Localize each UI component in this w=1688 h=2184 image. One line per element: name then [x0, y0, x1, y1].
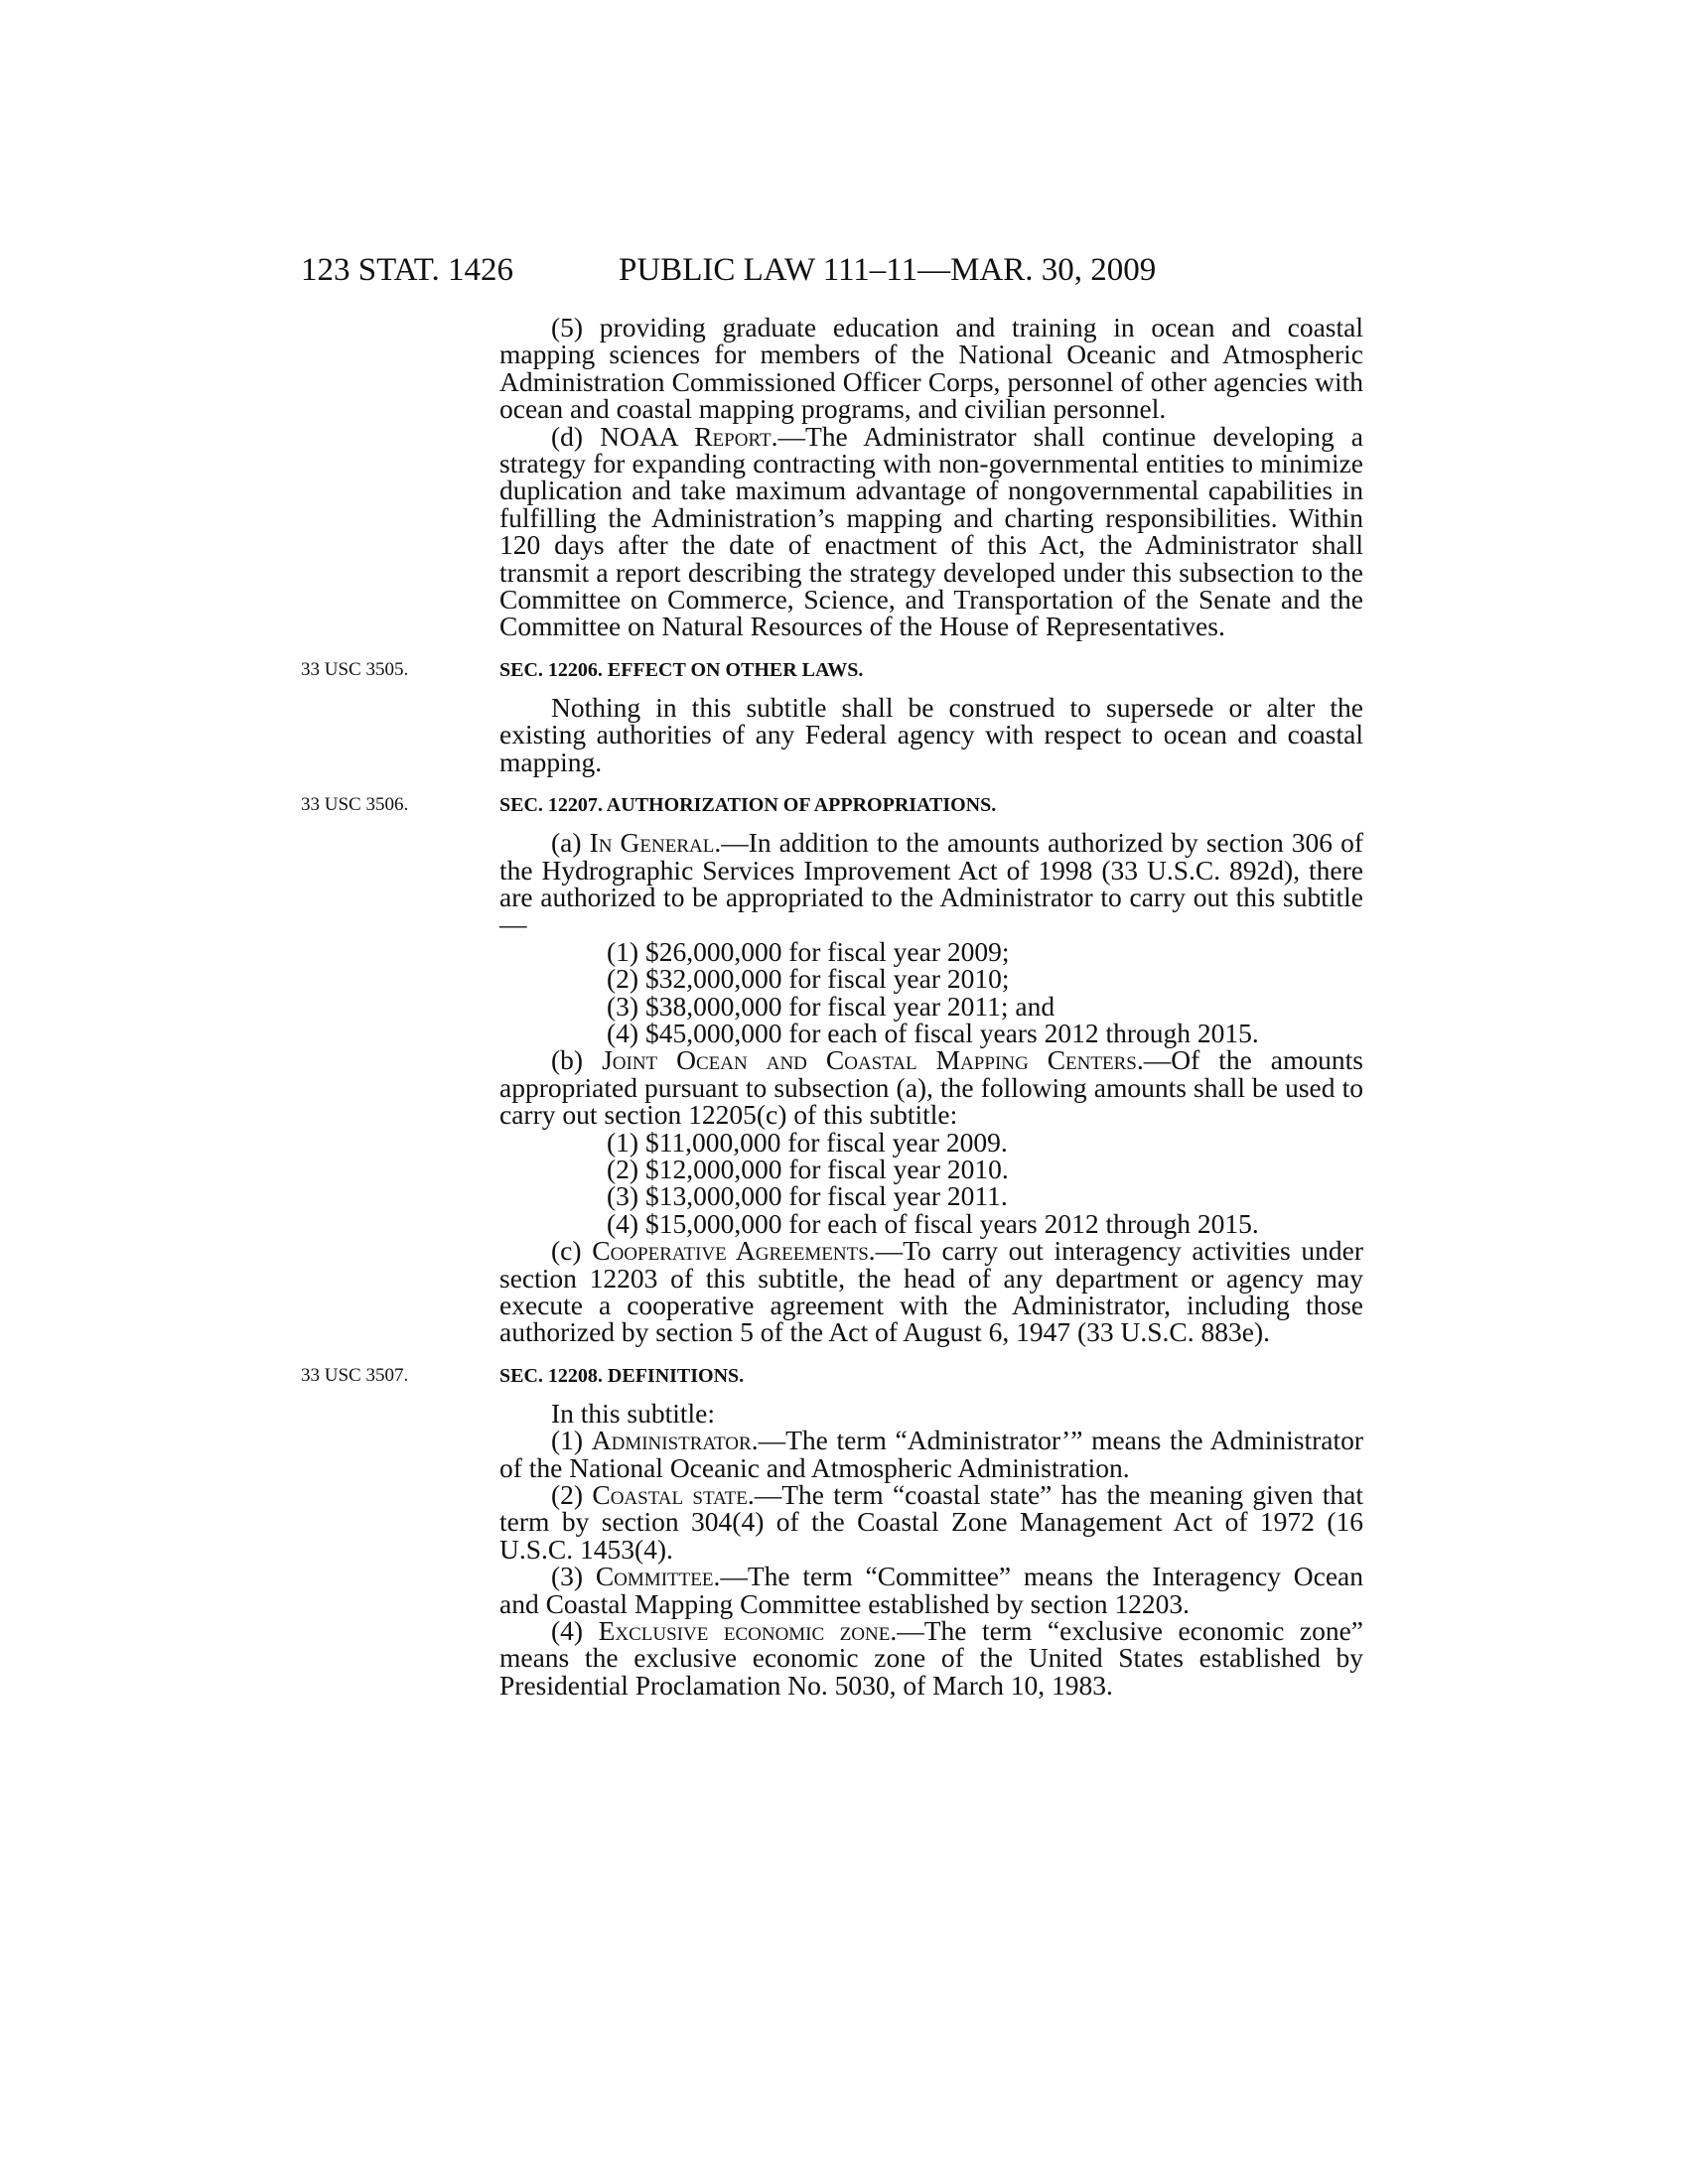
paragraph-item-5: (5) providing graduate education and training in ocean and coastal mapping sciences for members of the National Oceanic and Atmospheric Administration Commissioned Officer Corps, personnel of other agencies with ocean and coastal mapping programs, and civilian personnel. [499, 312, 1363, 425]
definition-term: Coastal state [592, 1479, 748, 1511]
stat-reference: 123 STAT. 1426 [301, 252, 514, 288]
subsection-b-heading: Joint Ocean and Coastal Mapping Centers [602, 1044, 1137, 1076]
definition-eez [499, 1617, 1363, 1699]
definition-number: (2) [551, 1479, 584, 1511]
definition-number: (1) [551, 1425, 584, 1456]
definition-text: .—The term “exclusive economic zone” means the exclusive economic zone of the United States established by Presidential Proclamation No. 5030, of March 10, 1983. [499, 1615, 1363, 1701]
list-item: (1) $26,000,000 for fiscal year 2009; [607, 935, 1010, 967]
subsection-d-label: (d) [551, 420, 584, 452]
subsection-c-text: .—To carry out interagency activities under section 12203 of this subtitle, the head of any department or agency may execute a cooperative agreement with the Administrator, including those authorized by section 5 of the Act of August 6, 1947 (33 U.S.C. 883e). [499, 1235, 1363, 1348]
subsection-a [499, 829, 1363, 938]
subsection-b-label: (b) [551, 1044, 584, 1076]
running-head-title: PUBLIC LAW 111–11—MAR. 30, 2009 [619, 252, 1157, 288]
subsection-a-label: (a) [551, 827, 582, 859]
list-item: (3) $38,000,000 for fiscal year 2011; and [607, 990, 1055, 1022]
list-item: (1) $11,000,000 for fiscal year 2009. [607, 1126, 1008, 1158]
definition-number: (4) [551, 1615, 584, 1647]
section-12206-text: Nothing in this subtitle shall be construed to supersede or alter the existing authorities of any Federal agency with respect to ocean and coastal mapping. [499, 691, 1363, 777]
subsection-a-text: .—In addition to the amounts authorized by section 306 of the Hydrographic Services Improvement Act of 1998 (33 U.S.C. 892d), there are authorized to be appropriated to the Administrator to carry out this subtitle— [499, 827, 1364, 940]
definitions-intro: In this subtitle: [551, 1397, 715, 1429]
subsection-a-heading: In General [589, 827, 715, 859]
definition-term: Exclusive economic zone [598, 1615, 891, 1647]
margin-note-3506: 33 USC 3506. [301, 794, 409, 816]
subsection-b-text: .—Of the amounts appropriated pursuant to subsection (a), the following amounts shall be used to carry out section 12205(c) of this subtitle: [499, 1044, 1363, 1131]
subsection-d [499, 420, 1364, 642]
section-12208-title: SEC. 12208. DEFINITIONS. [499, 1364, 745, 1387]
definition-text: .—The term “Committee” means the Interagency Ocean and Coastal Mapping Committee established by section 12203. [499, 1561, 1364, 1619]
subsection-c [499, 1237, 1363, 1346]
definition-administrator [499, 1427, 1363, 1481]
margin-note-3505: 33 USC 3505. [301, 658, 409, 680]
section-12206-title: SEC. 12206. EFFECT ON OTHER LAWS. [499, 658, 864, 681]
list-item: (4) $45,000,000 for each of fiscal years 2012 through 2015. [607, 1017, 1259, 1048]
subsection-c-heading: Cooperative Agreements [592, 1235, 869, 1267]
subsection-d-text: .—The Administrator shall continue developing a strategy for expanding contracting with non-governmental entities to minimize duplication and take maximum advantage of nongovernmental capabilities in fulfilling the Administration’s mapping and charting responsibilities. Within 120 days after the date of enactment of this Act, the Administrator shall transmit a report describing the strategy developed under this subsection to the Committee on Commerce, Science, and Transportation of the Senate and the Committee on Natural Resources of the House of Representatives. [499, 420, 1364, 642]
definition-committee [499, 1563, 1363, 1617]
section-12208-heading [301, 1364, 1363, 1388]
document-body [301, 312, 1364, 1701]
definition-coastal-state [499, 1481, 1363, 1563]
definition-text: .—The term “Administrator’” means the Administrator of the National Oceanic and Atmospheric Administration. [499, 1425, 1363, 1483]
section-12207-title: SEC. 12207. AUTHORIZATION OF APPROPRIATIONS. [499, 794, 997, 817]
section-12207-heading [301, 793, 1363, 817]
definition-term: Administrator [591, 1425, 752, 1456]
definition-term: Committee [595, 1561, 714, 1592]
list-item: (2) $32,000,000 for fiscal year 2010; [607, 963, 1010, 995]
subsection-c-label: (c) [551, 1235, 582, 1267]
list-item: (4) $15,000,000 for each of fiscal years 2012 through 2015. [607, 1207, 1259, 1239]
list-item: (3) $13,000,000 for fiscal year 2011. [607, 1180, 1008, 1212]
margin-note-3507: 33 USC 3507. [301, 1364, 409, 1386]
list-item: (2) $12,000,000 for fiscal year 2010. [607, 1153, 1009, 1184]
section-12206-heading [301, 658, 1363, 682]
subsection-d-heading: NOAA Report [600, 420, 772, 452]
definition-text: .—The term “coastal state” has the meaning given that term by section 304(4) of the Coastal Zone Management Act of 1972 (16 U.S.C. 1453(4). [499, 1479, 1363, 1565]
definition-number: (3) [551, 1561, 584, 1592]
subsection-b [499, 1044, 1363, 1131]
